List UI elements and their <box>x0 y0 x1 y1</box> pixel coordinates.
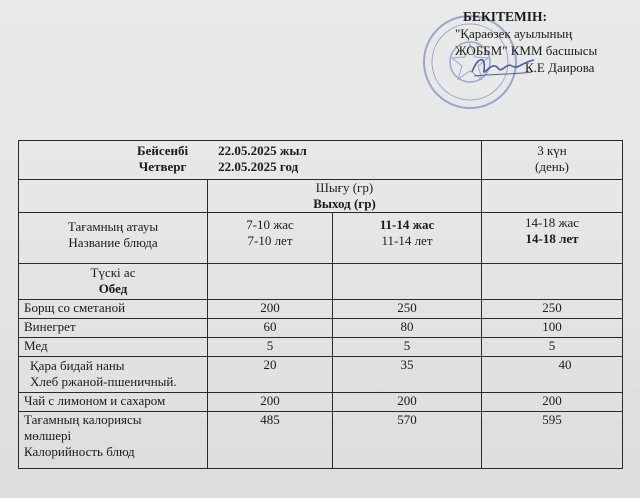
age-11-14-ru: 11-14 лет <box>381 233 433 248</box>
calories-11-14: 570 <box>333 412 482 469</box>
age-14-18-kz: 14-18 жас <box>524 215 580 230</box>
approval-line-1: "Қараөзек ауылының <box>455 26 573 41</box>
calories-label-kz-2: мөлшері <box>24 428 72 443</box>
age-14-18-header <box>482 213 623 264</box>
value-7-10: 200 <box>208 393 333 412</box>
dish-header <box>19 213 208 264</box>
calories-label <box>19 412 208 469</box>
value-11-14: 35 <box>333 357 482 393</box>
day-number-ru: (день) <box>535 159 569 174</box>
value-11-14: 5 <box>333 338 482 357</box>
empty-cell <box>208 264 333 300</box>
value-11-14: 200 <box>333 393 482 412</box>
age-14-18-ru: 14-18 лет <box>525 231 579 246</box>
value-7-10: 5 <box>208 338 333 357</box>
value-14-18: 250 <box>482 300 623 319</box>
value-7-10: 20 <box>208 357 333 393</box>
menu-table <box>18 140 623 469</box>
date-cell <box>19 141 482 180</box>
age-11-14-kz: 11-14 жас <box>379 217 435 232</box>
table-row <box>19 393 623 412</box>
dish-header-kz: Тағамның атауы <box>67 219 159 234</box>
dish-name: Винегрет <box>19 319 208 338</box>
calories-label-kz-1: Тағамның калориясы <box>24 412 142 427</box>
meal-header <box>19 264 208 300</box>
empty-cell <box>482 264 623 300</box>
value-14-18: 40 <box>482 357 623 393</box>
yield-header <box>208 180 482 213</box>
dish-name: Чай с лимоном и сахаром <box>19 393 208 412</box>
day-ru: Четверг <box>138 159 187 174</box>
table-row-date <box>19 141 623 180</box>
approval-line-2: ЖОББМ" КММ басшысы <box>455 43 598 58</box>
approval-heading: БЕКІТЕМІН: <box>463 9 547 24</box>
table-row <box>19 338 623 357</box>
approval-signatory: К.Е Даирова <box>525 60 595 75</box>
table-row-columns <box>19 213 623 264</box>
dish-name: Мед <box>19 338 208 357</box>
date-kz: 22.05.2025 жыл <box>218 143 307 158</box>
empty-cell <box>19 180 208 213</box>
dish-name: Борщ со сметаной <box>19 300 208 319</box>
day-kz: Бейсенбі <box>137 143 189 158</box>
meal-ru: Обед <box>98 281 128 296</box>
value-7-10: 60 <box>208 319 333 338</box>
empty-cell <box>482 180 623 213</box>
value-7-10: 200 <box>208 300 333 319</box>
calories-14-18: 595 <box>482 412 623 469</box>
value-14-18: 200 <box>482 393 623 412</box>
table-row-yield <box>19 180 623 213</box>
calories-label-ru: Калорийность блюд <box>24 444 135 459</box>
empty-cell <box>333 264 482 300</box>
date-ru: 22.05.2025 год <box>218 159 299 174</box>
table-row <box>19 319 623 338</box>
table-row-meal <box>19 264 623 300</box>
value-11-14: 80 <box>333 319 482 338</box>
dish-name <box>19 357 208 393</box>
dish-header-ru: Название блюда <box>68 235 158 250</box>
meal-kz: Түскі ас <box>90 265 136 280</box>
table-row <box>19 300 623 319</box>
calories-7-10: 485 <box>208 412 333 469</box>
value-14-18: 5 <box>482 338 623 357</box>
day-number-kz: 3 күн <box>537 143 567 158</box>
dish-name-kz: Қара бидай наны <box>30 358 125 373</box>
age-7-10-header <box>208 213 333 264</box>
yield-ru: Выход (гр) <box>313 196 376 211</box>
dish-name-ru: Хлеб ржаной-пшеничный. <box>30 374 177 389</box>
yield-kz: Шығу (гр) <box>315 180 374 195</box>
value-14-18: 100 <box>482 319 623 338</box>
age-7-10-kz: 7-10 жас <box>246 217 294 232</box>
age-7-10-ru: 7-10 лет <box>247 233 293 248</box>
table-row <box>19 357 623 393</box>
value-11-14: 250 <box>333 300 482 319</box>
day-number-cell <box>482 141 623 180</box>
approval-block <box>455 8 597 76</box>
table-row-calories <box>19 412 623 469</box>
age-11-14-header <box>333 213 482 264</box>
